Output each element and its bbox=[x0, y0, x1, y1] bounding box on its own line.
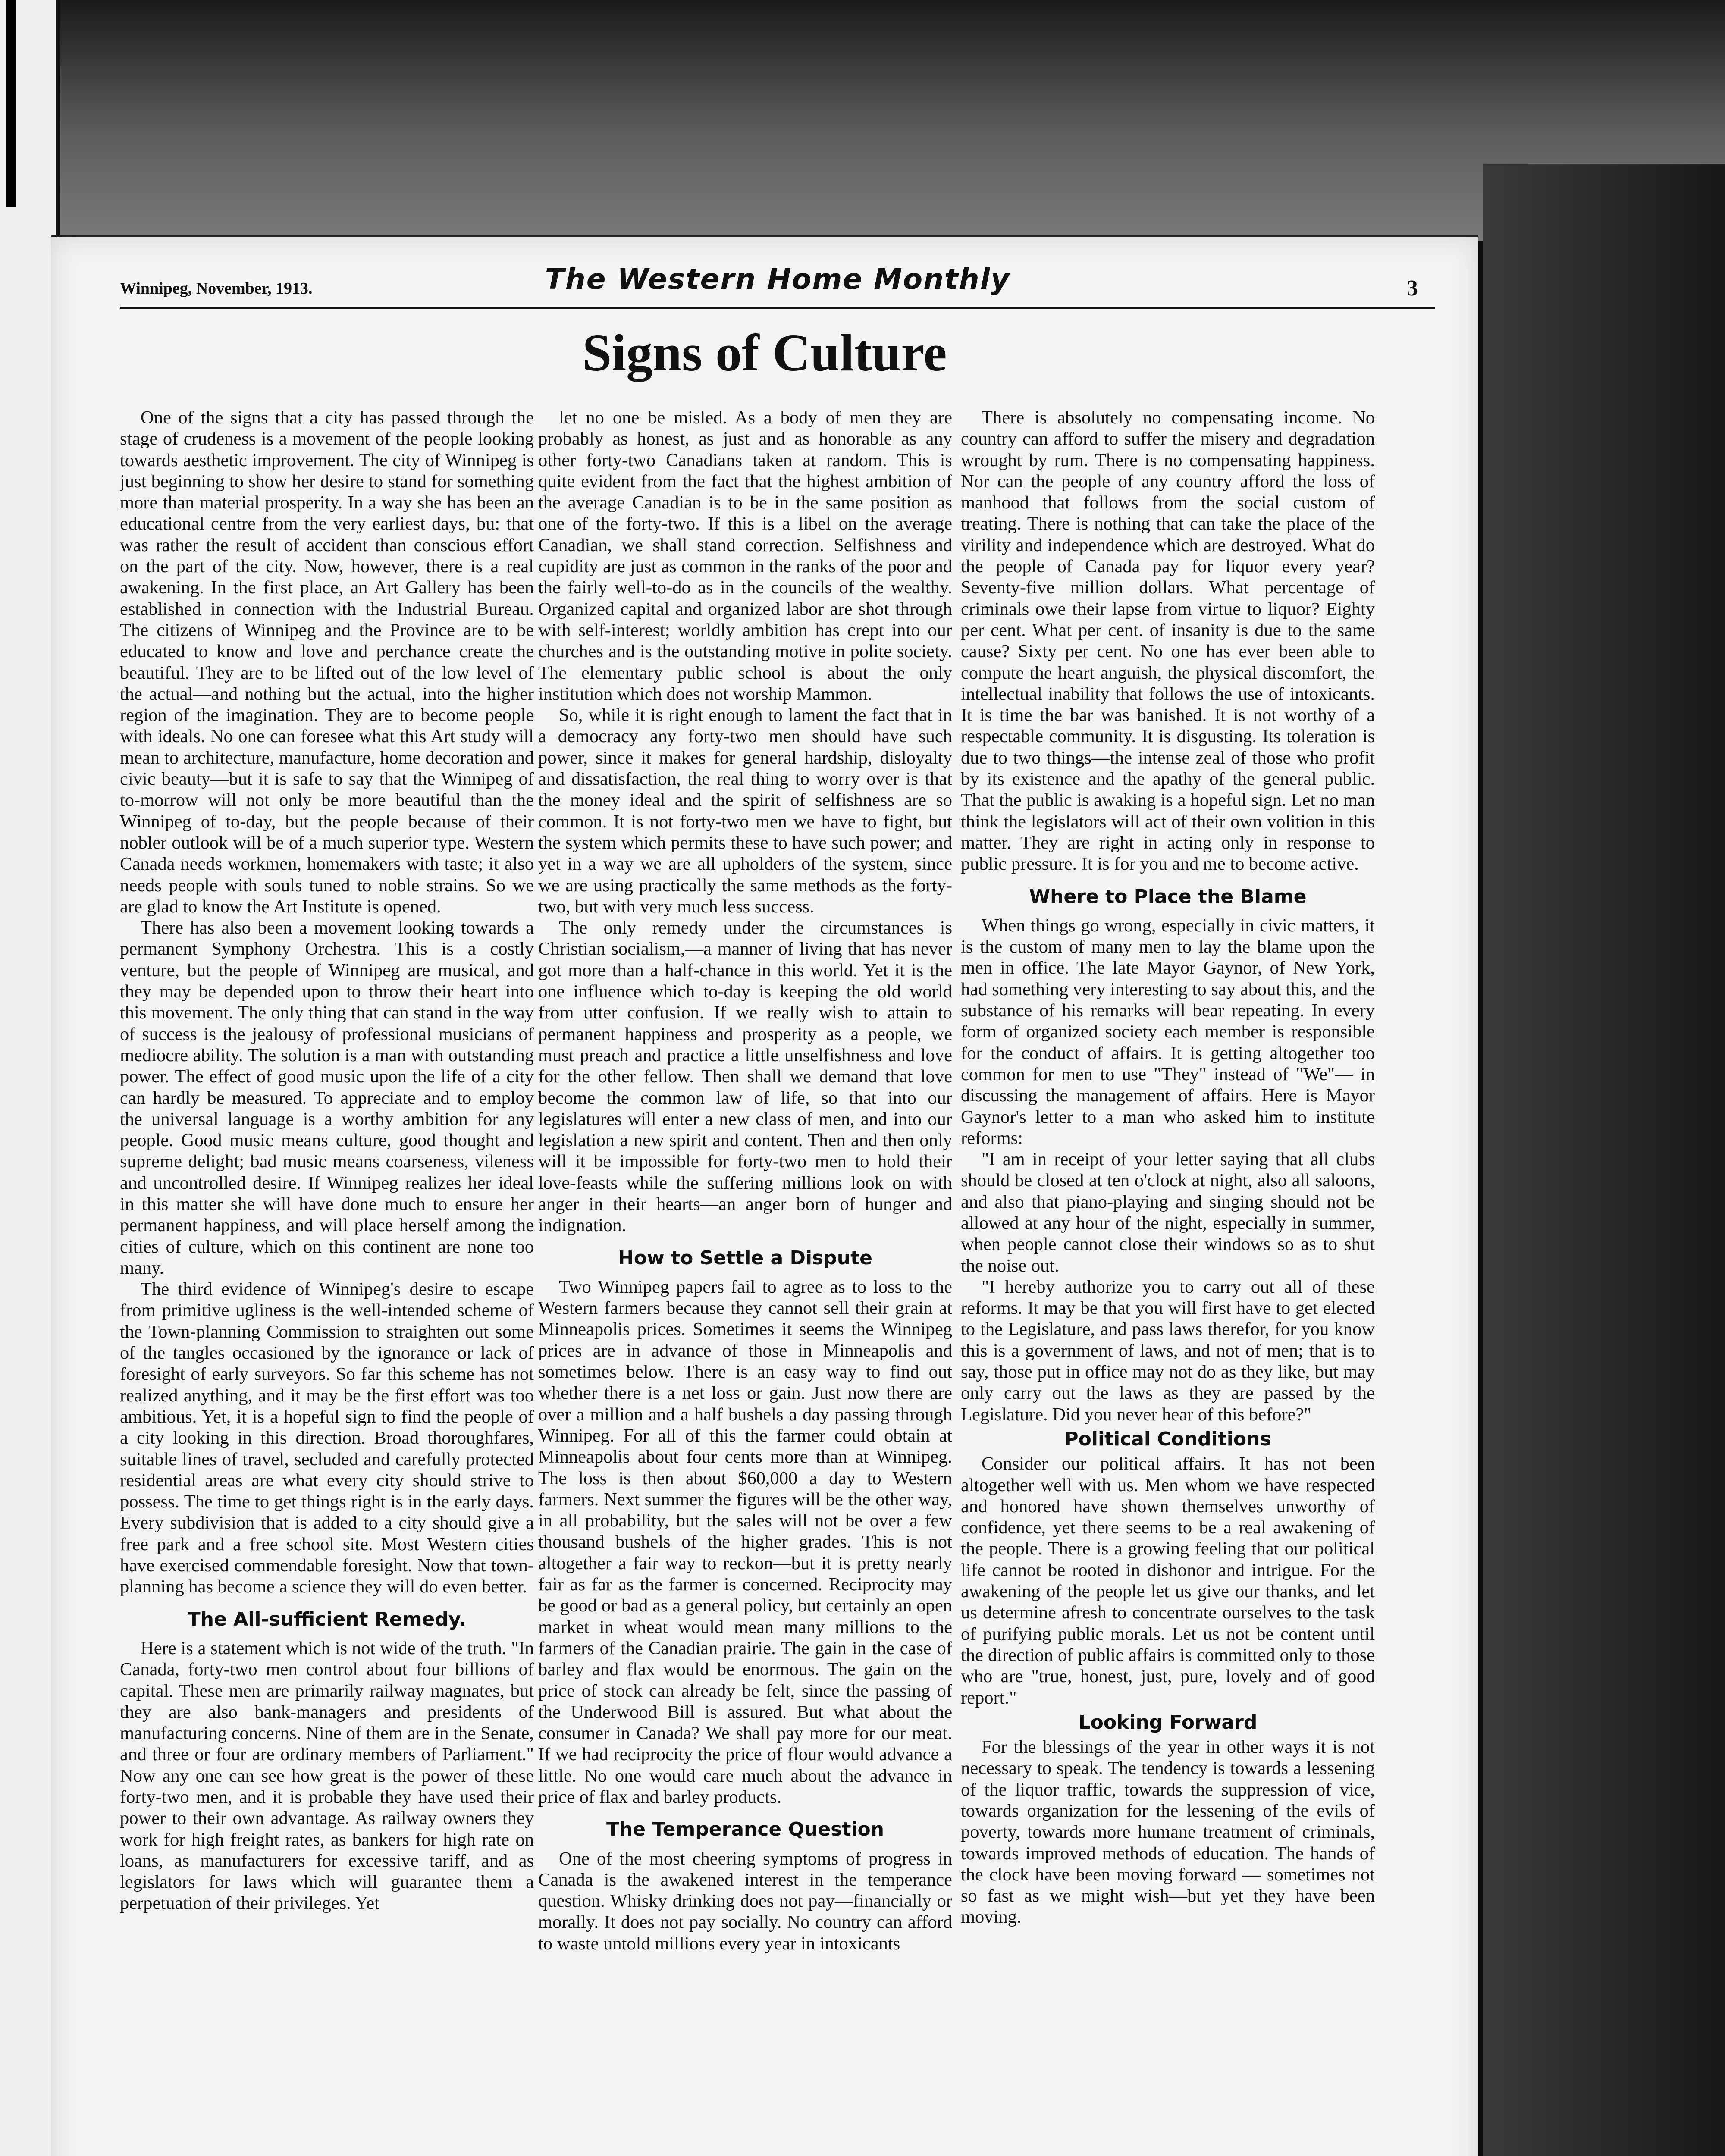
section-heading: Where to Place the Blame bbox=[1029, 885, 1307, 908]
section-heading: Looking Forward bbox=[1078, 1711, 1258, 1733]
paragraph: Two Winnipeg papers fail to agree as to loss to the Western farmers because they cannot sell their grain at Minneapolis prices. Sometimes it seems the Winnipeg prices are in advance of those in Minneapolis and sometimes below. There is an easy way to find out whether there is a net loss or gain. Just now there are over a million and a half bushels a day passing through Winnipeg. For all of this the farmer could obtain at Minneapolis about four cents more than at Winnipeg. The loss is then about $60,000 a day to Western farmers. Next summer the figures will be the other way, in all probability, but the sales will not be over a few thousand bushels of the higher grades. This is not altogether a fair way to reckon—but it is pretty nearly fair as far as the farmer is concerned. Reciprocity may be good or bad as a general policy, but certainly an open market in wheat would mean many millions to the farmers of the Canadian prairie. The gain in the case of barley and flax would be enormous. The gain on the price of stock can already be felt, since the passing of the Underwood Bill is assured. But what about the consumer in Canada? We shall pay more for our meat. If we had reciprocity the price of flour would advance a little. No one would care much about the advance in price of flax and barley products. bbox=[538, 1276, 952, 1807]
column-1 bbox=[120, 407, 534, 2156]
section-heading: The All-sufficient Remedy. bbox=[187, 1608, 467, 1630]
facing-page-edge bbox=[0, 0, 56, 2156]
article-title: Signs of Culture bbox=[582, 324, 947, 382]
section-heading: Political Conditions bbox=[1064, 1428, 1271, 1450]
paragraph: One of the most cheering symptoms of progress in Canada is the awakened interest in the temperance question. Whisky drinking does not pay—financially or morally. It does not pay socially. No country can afford to waste untold millions every year in intoxicants bbox=[538, 1848, 952, 1954]
quoted-paragraph: "I hereby authorize you to carry out all of these reforms. It may be that you will first have to get elected to the Legislature, and pass laws therefor, for you know this is a government of laws, and not of men; that is to say, those put in office may not do as they like, but may only carry out the laws as they are passed by the Legislature. Did you never hear of this before?" bbox=[961, 1276, 1375, 1425]
paragraph: The third evidence of Winnipeg's desire to escape from primitive ugliness is the well-intended scheme of the Town-planning Commission to straighten out some of the tangles occasioned by the ignorance or lack of foresight of early surveyors. So far this scheme has not realized anything, and it may be the first effort was too ambitious. Yet, it is a hopeful sign to find the people of a city looking in this direction. Broad thoroughfares, suitable lines of travel, secluded and carefully protected residential areas are what every city should strive to possess. The time to get things right is in the early days. Every subdivision that is added to a city should give a free park and a free school site. Most Western cities have exercised commendable foresight. Now that town-planning has become a science they will do even better. bbox=[120, 1279, 534, 1597]
issue-date: Winnipeg, November, 1913. bbox=[120, 279, 313, 298]
paragraph: There is absolutely no compensating income. No country can afford to suffer the misery and degradation wrought by rum. There is no compensating happiness. Nor can the people of any country afford the loss of manhood that follows from the social custom of treating. There is nothing that can take the place of the virility and independence which are destroyed. What do the people of Canada pay for liquor every year? Seventy-five million dollars. What percentage of criminals owe their lapse from virtue to liquor? Eighty per cent. What per cent. of insanity is due to the same cause? Sixty per cent. No one has ever been able to compute the heart anguish, the physical discomfort, the intellectual inability that follows the use of intoxicants. It is time the bar was banished. It is not worthy of a respectable community. It is disgusting. Its toleration is due to two things—the intense zeal of those who profit by its existence and the apathy of the general public. That the public is awaking is a hopeful sign. Let no man think the legislators will act of their own volition in this matter. They are right in acting only in response to public pressure. It is for you and me to become active. bbox=[961, 407, 1375, 874]
section-heading: The Temperance Question bbox=[606, 1818, 884, 1841]
paragraph: So, while it is right enough to lament the fact that in a democracy any forty-two men should have such power, since it makes for general hardship, disloyalty and dissatisfaction, the real thing to worry over is that the money ideal and the spirit of selfishness are so common. It is not forty-two men we have to fight, but the system which permits these to have such power; and yet in a way we are all upholders of the system, since we are using practically the same methods as the forty-two, but with very much less success. bbox=[538, 705, 952, 917]
quoted-paragraph: "I am in receipt of your letter saying that all clubs should be closed at ten o'clock at night, also all saloons, and also that piano-playing and singing should not be allowed at any hour of the night, especially in summer, when people cannot close their windows so as to shut the noise out. bbox=[961, 1149, 1375, 1276]
scan-background-top bbox=[0, 0, 1725, 241]
paragraph: The only remedy under the circumstances is Christian socialism,—a manner of living that has never got more than a half-chance in this world. Yet it is the one influence which to-day is keeping the old world from utter confusion. If we really wish to attain to permanent happiness and prosperity as a people, we must preach and practice a little unselfishness and love for the other fellow. Then shall we demand that love become the common law of life, so that into our legislatures will enter a new class of men, and into our legislation a new spirit and content. Then and then only will it be impossible for forty-two men to hold their love-feasts while the suffering millions look on with anger in their hearts—an anger born of hunger and indignation. bbox=[538, 918, 952, 1236]
paragraph: Here is a statement which is not wide of the truth. "In Canada, forty-two men control about four billions of capital. These men are primarily railway magnates, but they are also bank-managers and presidents of manufacturing concerns. Nine of them are in the Senate, and three or four are ordinary members of Parliament." Now any one can see how great is the power of these forty-two men, and it is probable they have used their power to their own advantage. As railway owners they work for high freight rates, as bankers for high rate on loans, as manufacturers for excessive tariff, and as legislators for laws which will guarantee them a perpetuation of their privileges. Yet bbox=[120, 1638, 534, 1914]
page-header bbox=[120, 263, 1435, 301]
paragraph: When things go wrong, especially in civic matters, it is the custom of many men to lay the blame upon the men in office. The late Mayor Gaynor, of New York, had something very interesting to say about this, and the substance of his remarks will bear repeating. In every form of organized society each member is responsible for the conduct of affairs. It is getting altogether too common for men to use "They" instead of "We"— in discussing the management of affairs. Here is Mayor Gaynor's letter to a man who asked him to institute reforms: bbox=[961, 915, 1375, 1148]
column-2 bbox=[538, 407, 952, 2156]
paragraph: let no one be misled. As a body of men they are probably as honest, as just and as honorable as any other forty-two Canadians taken at random. This is quite evident from the fact that the highest ambition of the average Canadian is to be in the same position as one of the forty-two. If this is a libel on the average Canadian, we shall stand correction. Selfishness and cupidity are just as common in the ranks of the poor and the fairly well-to-do as in the councils of the wealthy. Organized capital and organized labor are shot through with self-interest; worldly ambition has crept into our churches and is the outstanding motive in polite society. The elementary public school is about the only institution which does not worship Mammon. bbox=[538, 407, 952, 704]
column-3 bbox=[961, 407, 1375, 2156]
paragraph: There has also been a movement looking towards a permanent Symphony Orchestra. This is a costly venture, but the people of Winnipeg are musical, and they may be depended upon to throw their heart into this movement. The only thing that can stand in the way of success is the jealousy of professional musicians of mediocre ability. The solution is a man with outstanding power. The effect of good music upon the life of a city can hardly be measured. To appreciate and to employ the universal language is a worthy ambition for any people. Good music means culture, good thought and supreme delight; bad music means coarseness, vileness and uncontrolled desire. If Winnipeg realizes her ideal in this matter she will have done much to ensure her permanent happiness, and will place herself among the cities of culture, which on this continent are none too many. bbox=[120, 918, 534, 1278]
section-heading: How to Settle a Dispute bbox=[618, 1247, 872, 1269]
header-rule bbox=[120, 307, 1435, 309]
paragraph: One of the signs that a city has passed through the stage of crudeness is a movement of the people looking towards aesthetic improvement. The city of Winnipeg is just beginning to show her desire to stand for something more than material prosperity. In a way she has been an educational centre from the very earliest days, bu: that was rather the result of accident than conscious effort on the part of the city. Now, however, there is a real awakening. In the first place, an Art Gallery has been established in connection with the Industrial Bureau. The citizens of Winnipeg and the Province are to be educated to know and love and perchance create the beautiful. They are to be lifted out of the low level of the actual—and nothing but the actual, into the higher region of the imagination. They are to become people with ideals. No one can foresee what this Art study will mean to architecture, manufacture, home decoration and civic beauty—but it is safe to say that the Winnipeg of to-morrow will not only be more beautiful than the Winnipeg of to-day, but the people because of their nobler outlook will be of a much superior type. Western Canada needs workmen, homemakers with taste; it also needs people with souls tuned to noble strains. So we are glad to know the Art Institute is opened. bbox=[120, 407, 534, 917]
paragraph: Consider our political affairs. It has not been altogether well with us. Men whom we have respected and honored have shown themselves unworthy of confidence, yet there seems to be a real awakening of the people. There is a growing feeling that our political life cannot be rooted in dishonor and intrigue. For the awakening of the people let us give our thanks, and let us determine afresh to concentrate ourselves to the task of purifying public morals. Let us not be content until the direction of public affairs is committed only to those who are "true, honest, just, pure, lovely and of good report." bbox=[961, 1454, 1375, 1708]
masthead: The Western Home Monthly bbox=[545, 263, 1010, 296]
scan-edge-mark bbox=[6, 0, 16, 207]
page-number: 3 bbox=[1407, 276, 1418, 301]
paragraph: For the blessings of the year in other ways it is not necessary to speak. The tendency is towards a lessening of the liquor traffic, towards the suppression of vice, towards organization for the lessening of the evils of poverty, towards more humane treatment of criminals, towards improved methods of education. The hands of the clock have been moving forward — sometimes not so fast as we might wish—but yet they have been moving. bbox=[961, 1737, 1375, 1927]
scan-background-right bbox=[1484, 164, 1725, 2156]
magazine-page bbox=[51, 235, 1478, 2156]
